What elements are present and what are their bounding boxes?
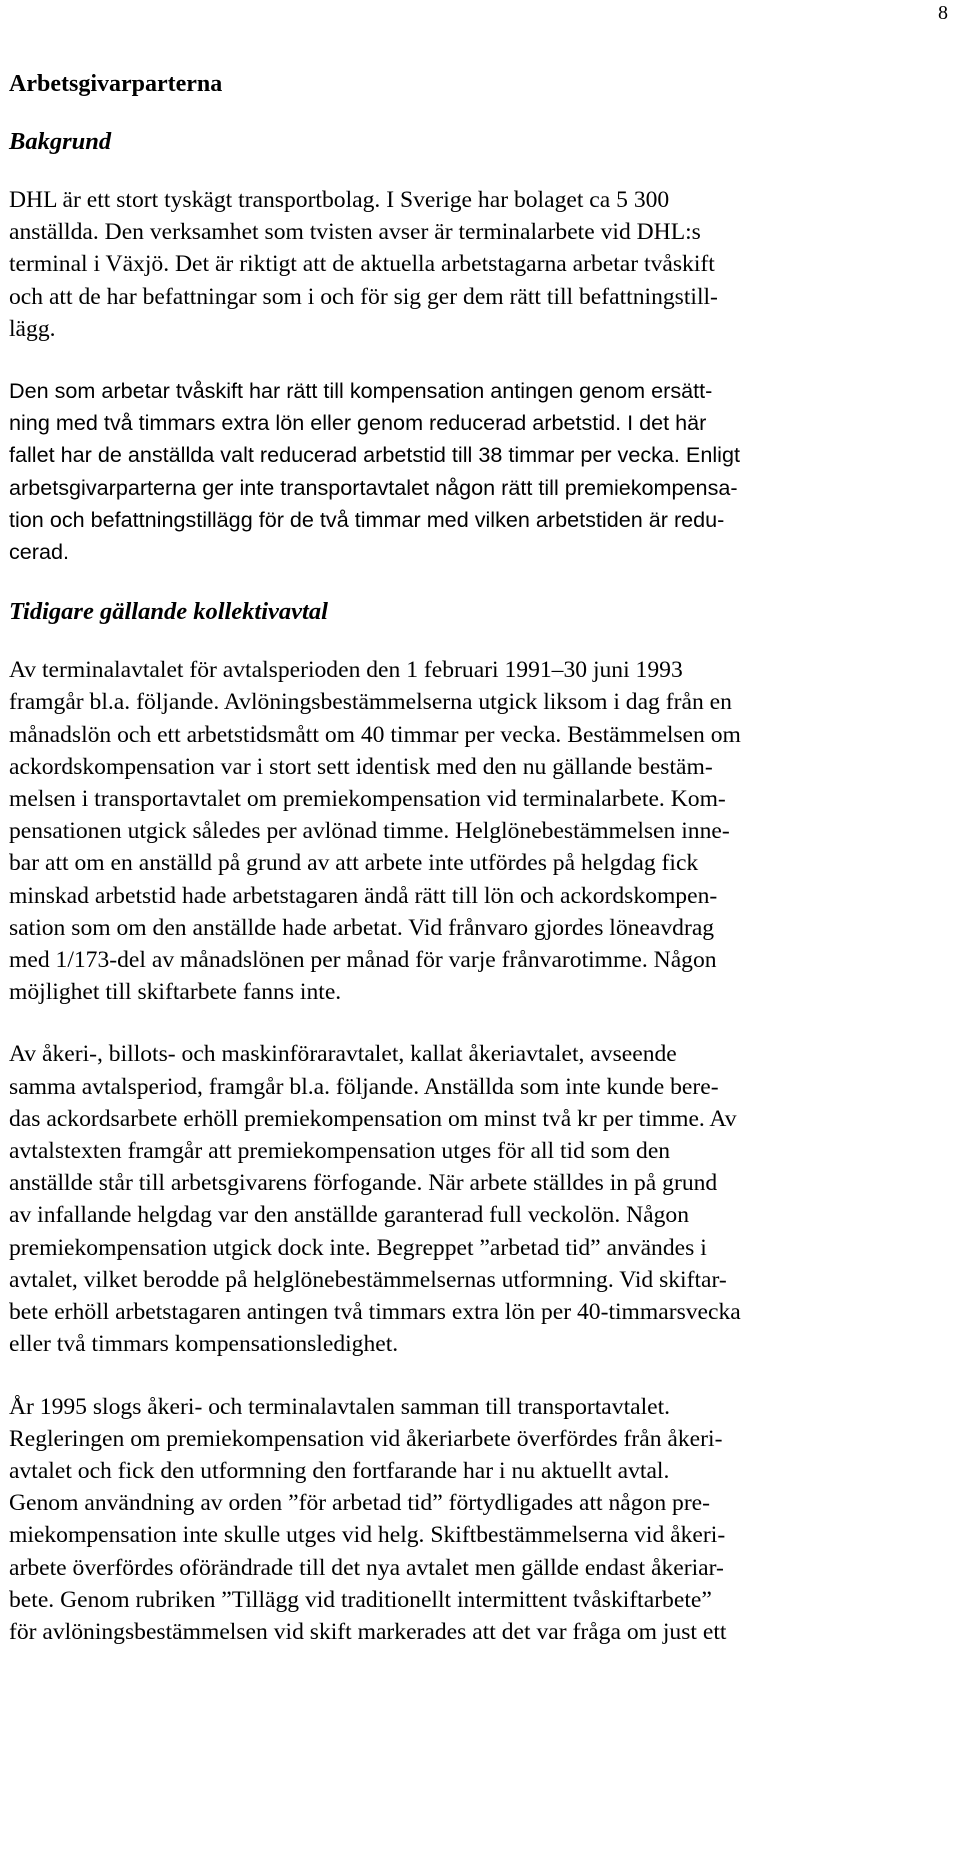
text-line: lägg. [9, 315, 56, 342]
text-line: med 1/173-del av månadslönen per månad för varje frånvarotimme. Någon [9, 947, 717, 974]
text-line: sation som om den anställde hade arbetat. Vid frånvaro gjordes löneavdrag [9, 914, 715, 941]
text-line: bar att om en anställd på grund av att arbete inte utfördes på helgdag fick [9, 850, 699, 877]
paragraph-tidigare-3 [9, 1391, 954, 1649]
page-number: 8 [938, 2, 948, 24]
text-line: arbetsgivarparterna ger inte transportavtalet någon rätt till premiekompensa- [9, 474, 738, 500]
text-line: Den som arbetar tvåskift har rätt till kompensation antingen genom ersätt- [9, 378, 713, 404]
paragraph-bakgrund-1 [9, 184, 954, 345]
text-line: anställda. Den verksamhet som tvisten avser är terminalarbete vid DHL:s [9, 219, 701, 246]
paragraph-tidigare-1 [9, 654, 954, 1008]
text-line: avtalet, vilket berodde på helglönebestämmelsernas utformning. Vid skiftar- [9, 1266, 727, 1293]
text-line: Av åkeri-, billots- och maskinföraravtalet, kallat åkeriavtalet, avseende [9, 1041, 677, 1068]
section-heading: Arbetsgivarparterna [9, 71, 223, 97]
text-line: av infallande helgdag var den anställde garanterad full veckolön. Någon [9, 1202, 690, 1229]
text-line: miekompensation inte skulle utges vid helg. Skiftbestämmelserna vid åkeri- [9, 1522, 726, 1549]
paragraph-bakgrund-2 [9, 375, 954, 568]
text-line: Av terminalavtalet för avtalsperioden den 1 februari 1991–30 juni 1993 [9, 657, 683, 684]
text-line: för avlöningsbestämmelsen vid skift markerades att det var fråga om just ett [9, 1618, 727, 1645]
subheading-bakgrund: Bakgrund [9, 128, 112, 155]
text-line: Regleringen om premiekompensation vid åkeriarbete överfördes från åkeri- [9, 1425, 723, 1452]
text-line: arbete överfördes oförändrade till det nya avtalet men gällde endast åkeriar- [9, 1554, 724, 1581]
text-line: möjlighet till skiftarbete fanns inte. [9, 979, 342, 1006]
text-line: och att de har befattningar som i och för sig ger dem rätt till befattningstill- [9, 283, 718, 310]
text-line: samma avtalsperiod, framgår bl.a. följande. Anställda som inte kunde bere- [9, 1073, 719, 1100]
text-line: anställde står till arbetsgivarens förfogande. När arbete ställdes in på grund [9, 1170, 718, 1197]
text-line: minskad arbetstid hade arbetstagaren ändå rätt till lön och ackordskompen- [9, 882, 718, 909]
text-line: ackordskompensation var i stort sett identisk med den nu gällande bestäm- [9, 753, 713, 780]
text-line: bete. Genom rubriken ”Tillägg vid traditionellt intermittent tvåskiftarbete” [9, 1586, 712, 1613]
text-line: das ackordsarbete erhöll premiekompensation om minst två kr per timme. Av [9, 1105, 737, 1132]
text-line: DHL är ett stort tyskägt transportbolag. I Sverige har bolaget ca 5 300 [9, 187, 670, 213]
text-line: terminal i Växjö. Det är riktigt att de aktuella arbetstagarna arbetar tvåskift [9, 251, 715, 278]
text-line: ning med två timmars extra lön eller genom reducerad arbetstid. I det här [9, 410, 707, 436]
text-line: premiekompensation utgick dock inte. Begreppet ”arbetad tid” användes i [9, 1234, 707, 1261]
text-line: bete erhöll arbetstagaren antingen två timmars extra lön per 40-timmarsvecka [9, 1299, 741, 1326]
text-line: avtalstexten framgår att premiekompensation utges för all tid som den [9, 1138, 671, 1165]
text-line: avtalet och fick den utformning den fortfarande har i nu aktuellt avtal. [9, 1457, 670, 1484]
text-line: eller två timmars kompensationsledighet. [9, 1331, 399, 1358]
text-line: År 1995 slogs åkeri- och terminalavtalen samman till transportavtalet. [9, 1393, 671, 1420]
text-line: månadslön och ett arbetstidsmått om 40 timmar per vecka. Bestämmelsen om [9, 721, 741, 748]
text-line: pensationen utgick således per avlönad timme. Helglönebestämmelsen inne- [9, 818, 730, 845]
text-line: cerad. [9, 539, 70, 565]
text-line: Genom användning av orden ”för arbetad tid” förtydligades att någon pre- [9, 1490, 711, 1517]
text-line: melsen i transportavtalet om premiekompensation vid terminalarbete. Kom- [9, 786, 726, 813]
document-body [9, 66, 954, 1648]
paragraph-tidigare-2 [9, 1038, 954, 1360]
text-line: tion och befattningstillägg för de två timmar med vilken arbetstiden är redu- [9, 506, 725, 532]
text-line: framgår bl.a. följande. Avlöningsbestämmelserna utgick liksom i dag från en [9, 689, 732, 716]
subheading-tidigare: Tidigare gällande kollektivavtal [9, 598, 328, 626]
text-line: fallet har de anställda valt reducerad arbetstid till 38 timmar per vecka. Enligt [9, 442, 740, 468]
